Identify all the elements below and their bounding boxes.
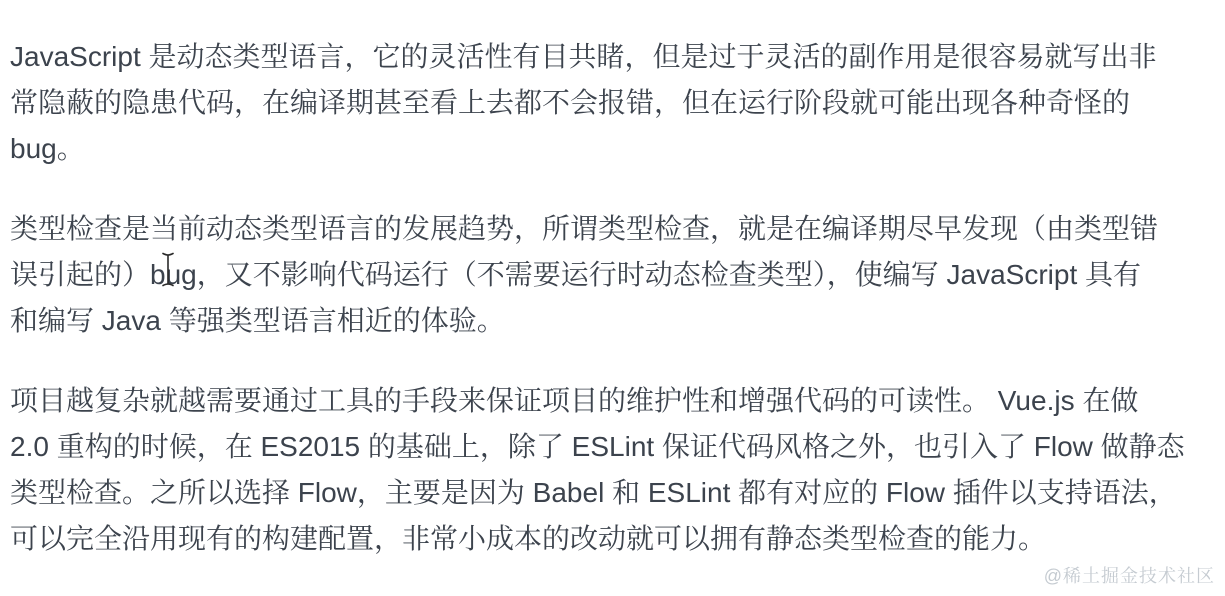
text-line: 误引起的）bug，又不影响代码运行（不需要运行时动态检查类型），使编写 JavaScript 具有 — [10, 259, 1141, 290]
text-line: bug。 — [10, 133, 85, 164]
text-line: 类型检查。之所以选择 Flow，主要是因为 Babel 和 ESLint 都有对应的 Flow 插件以支持语法， — [10, 477, 1177, 508]
text-line: 常隐蔽的隐患代码，在编译期甚至看上去都不会报错，但在运行阶段就可能出现各种奇怪的 — [10, 87, 1131, 118]
text-line: 2.0 重构的时候，在 ES2015 的基础上，除了 ESLint 保证代码风格之外，也引入了 Flow 做静态 — [10, 431, 1185, 462]
text-line: JavaScript 是动态类型语言，它的灵活性有目共睹，但是过于灵活的副作用是很容易就写出非 — [10, 41, 1157, 72]
article-content — [10, 34, 1217, 596]
watermark: @稀土掘金技术社区 — [1043, 566, 1215, 586]
text-line: 项目越复杂就越需要通过工具的手段来保证项目的维护性和增强代码的可读性。 Vue.js 在做 — [10, 385, 1139, 416]
text-line: 和编写 Java 等强类型语言相近的体验。 — [10, 305, 505, 336]
paragraph-1 — [10, 34, 1217, 172]
paragraph-2 — [10, 206, 1217, 344]
paragraph-3 — [10, 378, 1217, 562]
text-line: 类型检查是当前动态类型语言的发展趋势，所谓类型检查，就是在编译期尽早发现（由类型错 — [10, 213, 1159, 244]
text-line: 可以完全沿用现有的构建配置，非常小成本的改动就可以拥有静态类型检查的能力。 — [10, 523, 1047, 554]
